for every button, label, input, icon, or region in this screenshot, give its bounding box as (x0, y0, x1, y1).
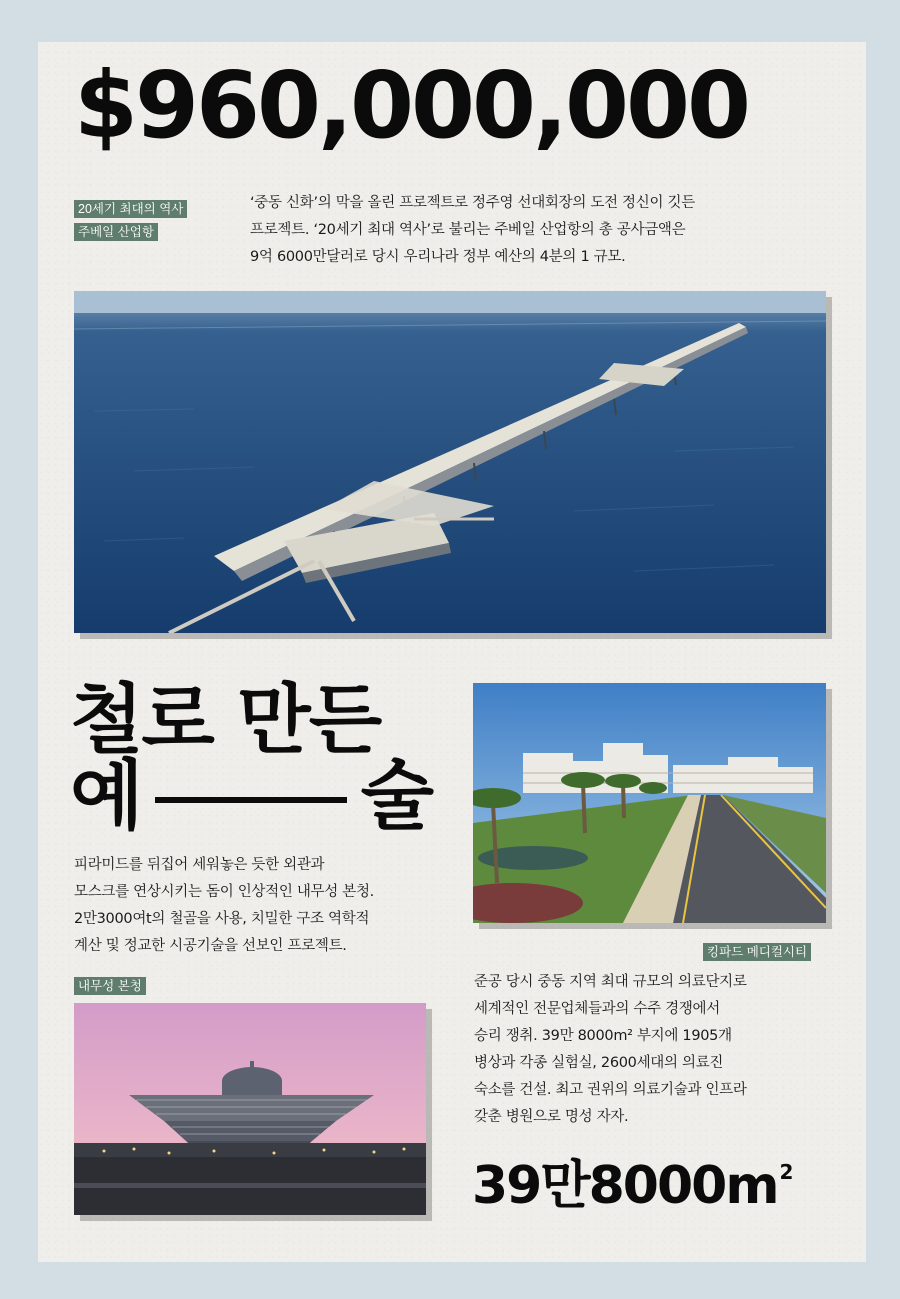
port-description-line: ‘중동 신화’의 막을 올린 프로젝트로 정주영 선대회장의 도전 정신이 깃든 (250, 195, 695, 211)
medical-area-figure (472, 1156, 792, 1216)
medical-description-line: 세계적인 전문업체들과의 수주 경쟁에서 (474, 1001, 720, 1017)
headline-amount: $960,000,000 (74, 52, 749, 159)
medical-description-line: 준공 당시 중동 지역 최대 규모의 의료단지로 (474, 974, 747, 990)
port-tag (74, 198, 187, 244)
ministry-description-line: 피라미드를 뒤집어 세워놓은 듯한 외관과 (74, 857, 325, 873)
medical-description-line: 숙소를 건설. 최고 권위의 의료기술과 인프라 (474, 1082, 747, 1098)
jubail-port-photo (74, 291, 826, 633)
ministry-headline-left-char: 예 (70, 751, 142, 840)
ministry-building-photo (74, 1003, 426, 1215)
medical-area-superscript: 2 (779, 1160, 792, 1184)
medical-area-value: 39만8000m (472, 1156, 778, 1216)
ministry-headline-line-1: 철로 만든 (70, 675, 381, 764)
ministry-description-line: 모스크를 연상시키는 돔이 인상적인 내무성 본청. (74, 884, 374, 900)
headline-dash-rule (155, 797, 346, 803)
ministry-headline (70, 675, 432, 840)
medical-tag-label: 킹파드 메디컬시티 (703, 943, 811, 961)
ministry-headline-line-2 (70, 751, 432, 840)
port-tag-line-1: 20세기 최대의 역사 (74, 200, 187, 218)
ministry-description-line: 2만3000여t의 철골을 사용, 치밀한 구조 역학적 (74, 911, 370, 927)
port-description-line: 프로젝트. ‘20세기 최대 역사’로 불리는 주베일 산업항의 총 공사금액은 (250, 222, 686, 238)
ministry-tag (74, 975, 146, 998)
ministry-description (74, 852, 454, 960)
ministry-headline-right-char: 술 (360, 751, 432, 840)
medical-description-line: 갖춘 병원으로 명성 자자. (474, 1109, 629, 1125)
medical-description (474, 969, 854, 1131)
medical-tag (703, 941, 811, 964)
port-description (250, 190, 830, 271)
ministry-description-line: 계산 및 정교한 시공기술을 선보인 프로젝트. (74, 938, 347, 954)
medical-description-line: 승리 쟁취. 39만 8000m² 부지에 1905개 (474, 1028, 732, 1044)
ministry-tag-label: 내무성 본청 (74, 977, 146, 995)
medical-description-line: 병상과 각종 실험실, 2600세대의 의료진 (474, 1055, 724, 1071)
port-description-line: 9억 6000만달러로 당시 우리나라 정부 예산의 4분의 1 규모. (250, 249, 626, 265)
port-tag-line-2: 주베일 산업항 (74, 223, 158, 241)
medical-city-photo (473, 683, 826, 923)
